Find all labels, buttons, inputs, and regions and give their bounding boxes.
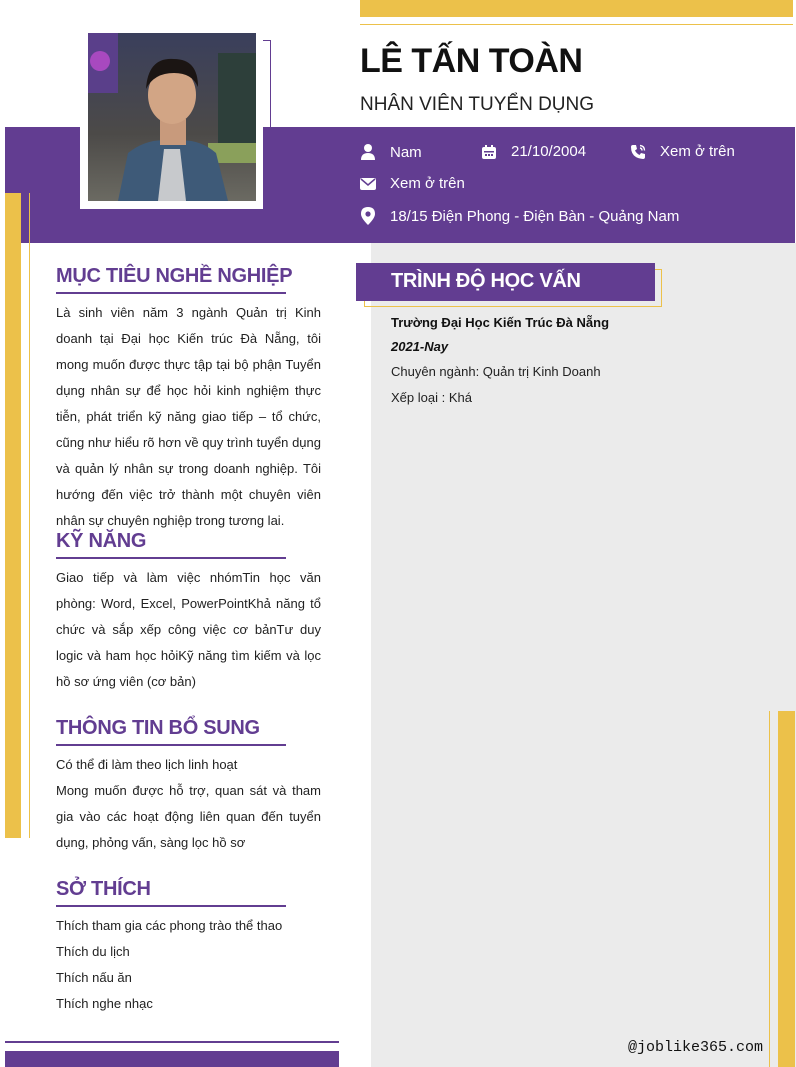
- education-school: Trường Đại Học Kiến Trúc Đà Nẵng: [391, 315, 610, 330]
- hobbies-title: SỞ THÍCH: [56, 878, 151, 900]
- education-title: TRÌNH ĐỘ HỌC VẤN: [391, 270, 581, 292]
- envelope-icon: [360, 177, 376, 191]
- gender-row: [360, 143, 422, 161]
- person-icon: [360, 143, 376, 161]
- additional-rule: [56, 744, 286, 746]
- gender-value: Nam: [390, 143, 422, 161]
- education-years: 2021-Nay: [391, 339, 449, 354]
- objective-text: Là sinh viên năm 3 ngành Quản trị Kinh doanh tại Đại học Kiến trúc Đà Nẵng, tôi mong muốn được thực tập tại bộ phận Tuyển dụng nhân sự để học hỏi kinh nghiệm thực tiễn, phát triển kỹ năng giao tiếp – tổ chức, cũng như hiểu rõ hơn về quy trình tuyển dụng và quản lý nhân sự trong doanh nghiệp. Tôi hướng đến việc trở thành một chuyên viên nhân sự chuyên nghiệp trong tương lai.: [56, 305, 321, 528]
- additional-line-1: Có thể đi làm theo lịch linh hoạt: [56, 757, 238, 772]
- phone-value: Xem ở trên: [660, 143, 735, 160]
- left-gold-line: [29, 193, 30, 838]
- top-gold-line: [360, 24, 793, 25]
- birthday-row: [481, 143, 586, 160]
- education-rank: Xếp loại : Khá: [391, 390, 472, 405]
- skills-rule: [56, 557, 286, 559]
- address-row: [360, 207, 679, 225]
- candidate-name: LÊ TẤN TOÀN: [360, 42, 583, 80]
- hobby-item: Thích nghe nhạc: [56, 996, 153, 1011]
- hobby-item: Thích nấu ăn: [56, 970, 132, 985]
- watermark-link[interactable]: @joblike365.com: [628, 1039, 764, 1056]
- location-pin-icon: [360, 207, 376, 225]
- top-gold-bar: [360, 0, 793, 17]
- skills-title: KỸ NĂNG: [56, 530, 147, 552]
- left-gold-bar: [5, 193, 21, 838]
- hobbies-rule: [56, 905, 286, 907]
- phone-icon: [630, 144, 646, 160]
- additional-title: THÔNG TIN BỔ SUNG: [56, 717, 260, 739]
- calendar-icon: [481, 144, 497, 160]
- education-major: Chuyên ngành: Quản trị Kinh Doanh: [391, 364, 601, 379]
- skills-text: Giao tiếp và làm việc nhómTin học văn phòng: Word, Excel, PowerPointKhả năng tổ chức và sắp xếp công việc cơ bảnTư duy logic và ham học hỏiKỹ năng tìm kiếm và lọc hồ sơ ứng viên (cơ bản): [56, 570, 321, 689]
- avatar-photo: [88, 33, 256, 201]
- bottom-purple-bar: [5, 1051, 339, 1067]
- job-title: NHÂN VIÊN TUYỂN DỤNG: [360, 94, 595, 115]
- birthday-value: 21/10/2004: [511, 143, 587, 160]
- hobby-item: Thích tham gia các phong trào thể thao: [56, 918, 283, 933]
- email-value: Xem ở trên: [390, 175, 465, 192]
- objective-rule: [56, 292, 286, 294]
- objective-title: MỤC TIÊU NGHỀ NGHIỆP: [56, 265, 293, 287]
- phone-row: [630, 143, 735, 160]
- bottom-purple-line: [5, 1041, 339, 1043]
- right-gold-bar: [778, 711, 795, 1067]
- additional-text: Mong muốn được hỗ trợ, quan sát và tham gia vào các hoạt động liên quan đến tuyển dụng, phỏng vấn, sàng lọc hồ sơ: [56, 783, 321, 850]
- email-row: [360, 175, 465, 192]
- right-gold-line: [769, 711, 770, 1067]
- address-value: 18/15 Điện Phong - Điện Bàn - Quảng Nam: [390, 207, 680, 225]
- hobby-item: Thích du lịch: [56, 944, 130, 959]
